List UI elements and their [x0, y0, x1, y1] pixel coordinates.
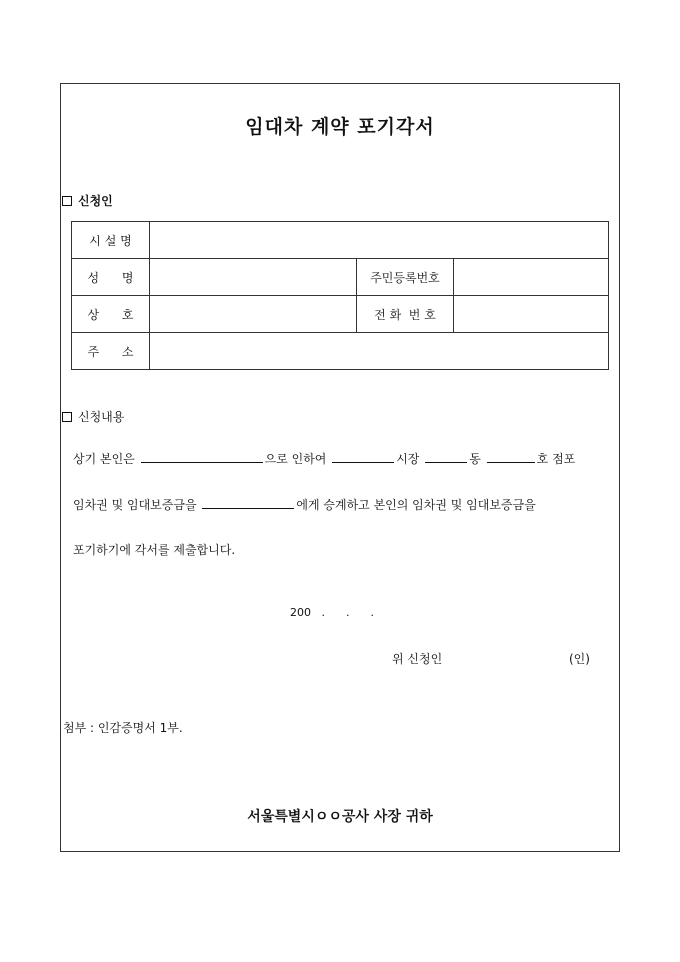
content-text: 임차권 및 임대보증금을: [73, 498, 197, 512]
form-frame: [60, 83, 620, 852]
table-row: [72, 222, 609, 259]
section-applicant: [62, 192, 113, 209]
name-label: 성 명: [72, 259, 150, 296]
building-blank[interactable]: [425, 450, 467, 463]
shop-field[interactable]: [150, 296, 357, 333]
content-line-1: [73, 450, 575, 467]
content-line-3: 포기하기에 각서를 제출합니다.: [73, 543, 236, 557]
facility-label: 시 설 명: [72, 222, 150, 259]
name-field[interactable]: [150, 259, 357, 296]
table-row: [72, 333, 609, 370]
unit-blank[interactable]: [487, 450, 535, 463]
address-field[interactable]: [150, 333, 609, 370]
checkbox-icon: [62, 412, 72, 422]
section-content: [62, 408, 124, 425]
date-line: 200 . . .: [290, 606, 374, 619]
content-text: 동: [469, 452, 481, 466]
content-text: 호 점포: [536, 452, 576, 466]
document-title: 임대차 계약 포기각서: [245, 116, 435, 138]
facility-field[interactable]: [150, 222, 609, 259]
section-applicant-label: 신청인: [78, 194, 113, 208]
content-text: 시장: [396, 452, 420, 466]
applicant-table: [71, 221, 609, 370]
content-line-2: [73, 496, 536, 513]
resident-no-label: 주민등록번호: [357, 259, 454, 296]
section-content-label: 신청내용: [78, 410, 125, 424]
phone-field[interactable]: [454, 296, 609, 333]
market-blank[interactable]: [332, 450, 394, 463]
address-label: 주 소: [72, 333, 150, 370]
attachment-note: 첨부 : 인감증명서 1부.: [63, 721, 183, 735]
resident-no-field[interactable]: [454, 259, 609, 296]
phone-label: 전 화 번 호: [357, 296, 454, 333]
signature-label: 위 신청인: [392, 652, 443, 666]
successor-blank[interactable]: [202, 496, 294, 509]
content-text: 상기 본인은: [73, 452, 135, 466]
content-text: 으로 인하여: [264, 452, 327, 466]
reason-blank[interactable]: [141, 450, 263, 463]
table-row: [72, 259, 609, 296]
checkbox-icon: [62, 196, 72, 206]
seal-mark: (인): [569, 652, 590, 666]
content-text: 에게 승계하고 본인의 임차권 및 임대보증금을: [296, 498, 536, 512]
addressee: 서울특별시ㅇㅇ공사 사장 귀하: [247, 809, 433, 825]
table-row: [72, 296, 609, 333]
shop-label: 상 호: [72, 296, 150, 333]
